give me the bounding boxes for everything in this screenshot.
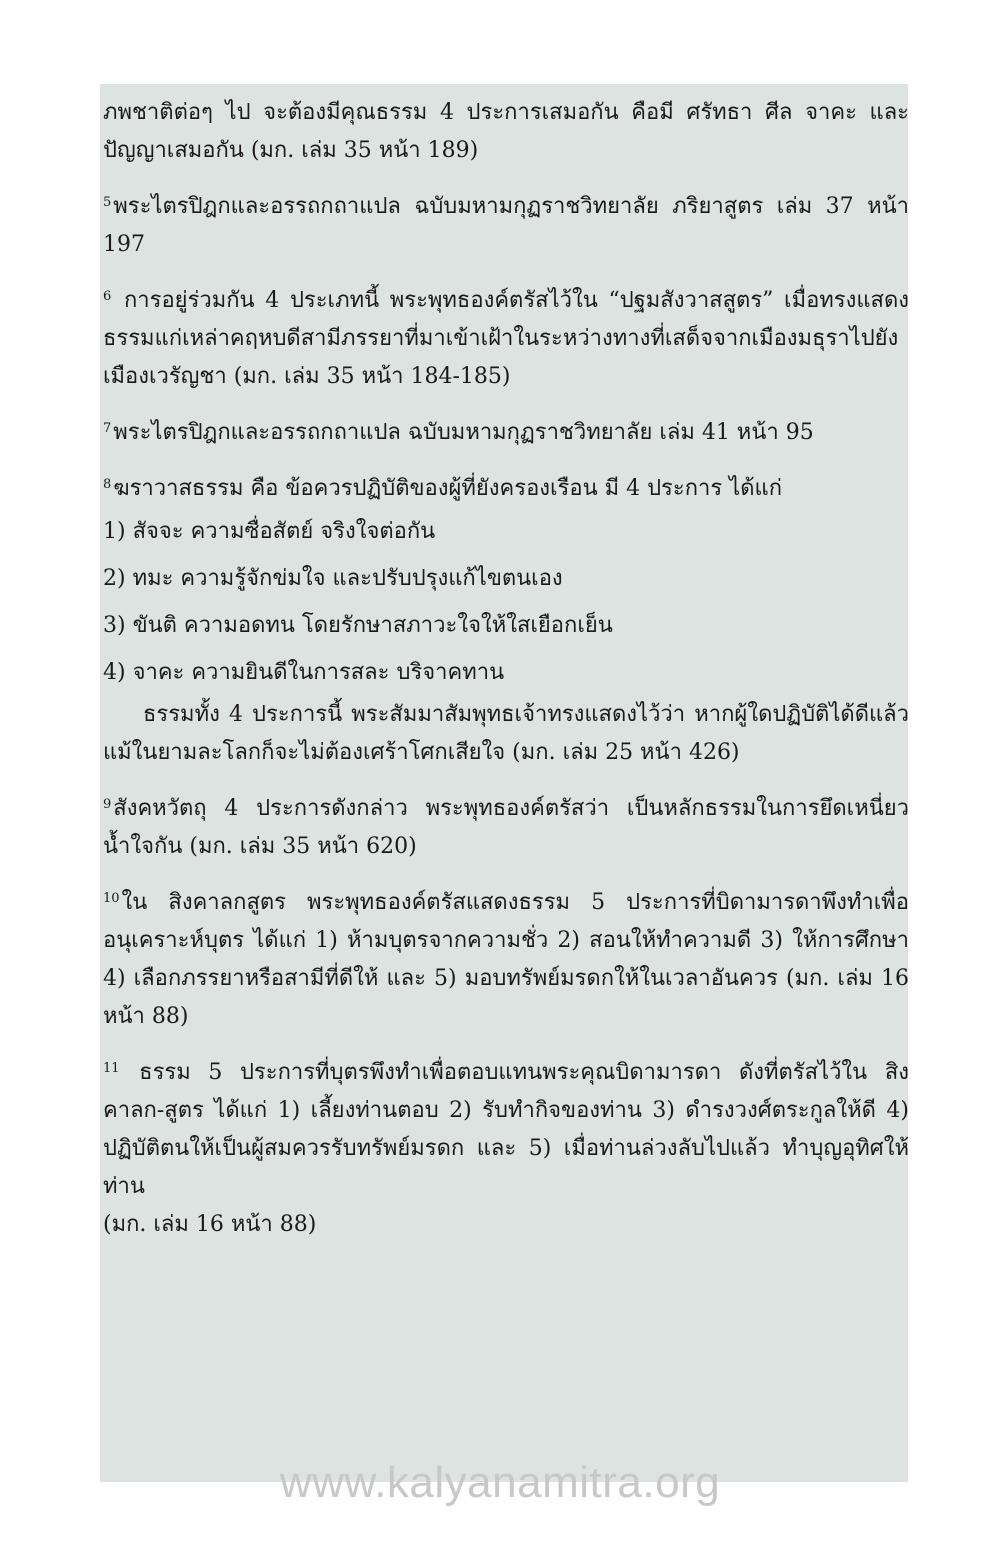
footnotes-content bbox=[103, 94, 909, 1244]
footnote-7 bbox=[103, 414, 909, 452]
footnote-text: ฆราวาสธรรม คือ ข้อควรปฏิบัติของผู้ที่ยังครองเรือน มี 4 ประการ ได้แก่ bbox=[113, 476, 783, 501]
footnote-6 bbox=[103, 282, 909, 396]
footnote-text: ธรรม 5 ประการที่บุตรพึงทำเพื่อตอบแทนพระคุณบิดามารดา ดังที่ตรัสไว้ใน สิงคาลก-สูตร ได้แก่ 1) เลี้ยงท่านตอบ 2) รับทำกิจของท่าน 3) ดำรงวงศ์ตระกูลให้ดี 4) ปฏิบัติตนให้เป็นผู้สมควรรับทรัพย์มรดก และ 5) เมื่อท่านล่วงลับไปแล้ว ทำบุญอุทิศให้ท่าน bbox=[103, 1060, 909, 1199]
list-item: 1) สัจจะ ความซื่อสัตย์ จริงใจต่อกัน bbox=[103, 519, 436, 544]
list-item: 2) ทมะ ความรู้จักข่มใจ และปรับปรุงแก้ไขตนเอง bbox=[103, 566, 563, 591]
site-watermark: www.kalyanamitra.org bbox=[279, 1458, 721, 1507]
footnote-8-summary: ธรรมทั้ง 4 ประการนี้ พระสัมมาสัมพุทธเจ้าทรงแสดงไว้ว่า หากผู้ใดปฏิบัติได้ดีแล้ว แม้ในยามละโลกก็จะไม่ต้องเศร้าโศกเสียใจ (มก. เล่ม 25 หน้า 426) bbox=[103, 702, 909, 765]
footnote-number: 5 bbox=[103, 195, 112, 210]
list-item: 3) ขันติ ความอดทน โดยรักษาสภาวะใจให้ใสเยือกเย็น bbox=[103, 613, 613, 638]
footnote-8-list bbox=[103, 508, 909, 696]
footnote-number: 9 bbox=[103, 797, 112, 812]
footnote-11-reference: (มก. เล่ม 16 หน้า 88) bbox=[103, 1212, 317, 1237]
list-item: 4) จาคะ ความยินดีในการสละ บริจาคทาน bbox=[103, 660, 505, 685]
footnote-text: สังคหวัตถุ 4 ประการดังกล่าว พระพุทธองค์ตรัสว่า เป็นหลักธรรมในการยึดเหนี่ยวน้ำใจกัน (มก. เล่ม 35 หน้า 620) bbox=[103, 796, 909, 859]
footnote-text: พระไตรปิฎกและอรรถกถาแปล ฉบับมหามกุฏราชวิทยาลัย เล่ม 41 หน้า 95 bbox=[113, 420, 814, 445]
footnote-number: 11 bbox=[103, 1061, 120, 1076]
footnote-number: 8 bbox=[103, 477, 112, 492]
footnote-11 bbox=[103, 1054, 909, 1206]
footnote-8 bbox=[103, 470, 909, 508]
footnote-text: การอยู่ร่วมกัน 4 ประเภทนี้ พระพุทธองค์ตรัสไว้ใน “ปฐมสังวาสสูตร” เมื่อทรงแสดงธรรมแก่เหล่าคฤหบดีสามีภรรยาที่มาเข้าเฝ้าในระหว่างทางที่เสด็จจากเมืองมธุราไปยังเมืองเวรัญชา (มก. เล่ม 35 หน้า 184-185) bbox=[103, 288, 909, 389]
footnote-5 bbox=[103, 188, 909, 264]
footnote-number: 6 bbox=[103, 289, 112, 304]
continued-paragraph: ภพชาติต่อๆ ไป จะต้องมีคุณธรรม 4 ประการเสมอกัน คือมี ศรัทธา ศีล จาคะ และปัญญาเสมอกัน (มก. เล่ม 35 หน้า 189) bbox=[103, 100, 909, 163]
footnote-9 bbox=[103, 790, 909, 866]
footnote-10 bbox=[103, 884, 909, 1036]
footnote-number: 10 bbox=[103, 891, 120, 906]
footnote-text: พระไตรปิฎกและอรรถกถาแปล ฉบับมหามกุฏราชวิทยาลัย ภริยาสูตร เล่ม 37 หน้า 197 bbox=[103, 194, 909, 257]
footnote-number: 7 bbox=[103, 421, 112, 436]
footnote-text: ใน สิงคาลกสูตร พระพุทธองค์ตรัสแสดงธรรม 5 ประการที่บิดามารดาพึงทำเพื่ออนุเคราะห์บุตร ได้แก่ 1) ห้ามบุตรจากความชั่ว 2) สอนให้ทำความดี 3) ให้การศึกษา 4) เลือกภรรยาหรือสามีที่ดีให้ และ 5) มอบทรัพย์มรดกให้ในเวลาอันควร (มก. เล่ม 16 หน้า 88) bbox=[103, 890, 909, 1029]
